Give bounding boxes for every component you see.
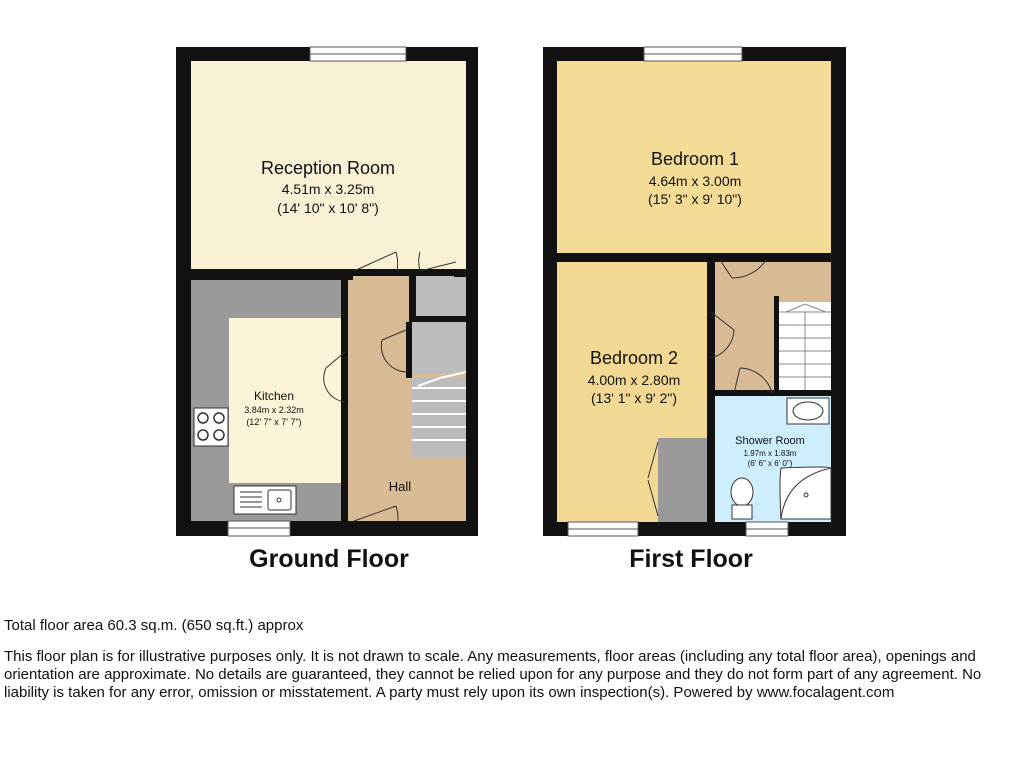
total-floor-area: Total floor area 60.3 sq.m. (650 sq.ft.) approx xyxy=(4,617,304,634)
ground-floor-label: Ground Floor xyxy=(249,545,409,573)
wall-stairs xyxy=(406,322,412,378)
wall-reception-kitchen xyxy=(191,269,353,280)
wall-bedroom1-bottom xyxy=(557,253,831,262)
wall-cupboard-bottom xyxy=(409,316,466,322)
reception-room-metric: 4.51m x 3.25m xyxy=(281,181,375,197)
wall-bedroom2-right xyxy=(707,253,715,526)
toilet-icon xyxy=(731,478,753,519)
disclaimer-text: This floor plan is for illustrative purposes only. It is not drawn to scale. Any measurements, floor areas (including any total floor area), openings and orientation are approximate. No details are guaranteed, they cannot be relied upon for any purpose and they do not form part of any agreement. No liability is taken for any error, omission or misstatement. A party must rely upon its own inspection(s). Powered by www.focalagent.com xyxy=(4,648,982,701)
ground-floor-plan xyxy=(176,47,478,573)
shower-room-name: Shower Room xyxy=(735,435,805,447)
reception-room-name: Reception Room xyxy=(260,158,396,178)
bedroom-2-wardrobe xyxy=(658,438,707,522)
bedroom-2-name: Bedroom 2 xyxy=(589,348,679,368)
hob-icon xyxy=(194,408,228,446)
shower-tray-icon xyxy=(780,467,831,519)
wall-stairs-first xyxy=(774,296,779,390)
wall-shower-top xyxy=(715,390,831,396)
wall-stub xyxy=(454,269,466,277)
landing-stair-area xyxy=(409,322,466,374)
wall-kitchen-hall xyxy=(341,270,348,526)
first-floor-label: First Floor xyxy=(629,545,753,573)
bedroom-2-imperial: (13' 1" x 9' 2") xyxy=(590,390,678,406)
kitchen-imperial: (12' 7" x 7' 7") xyxy=(246,417,302,427)
kitchen-metric: 3.84m x 2.32m xyxy=(244,405,304,415)
bedroom-1-name: Bedroom 1 xyxy=(650,149,740,169)
kitchen-name: Kitchen xyxy=(253,389,295,403)
reception-room-imperial: (14' 10" x 10' 8") xyxy=(277,200,379,216)
basin-icon xyxy=(787,398,829,424)
cupboard-floor xyxy=(416,276,466,316)
shower-room-metric: 1.97m x 1.83m xyxy=(743,449,797,458)
ground-stairs xyxy=(412,372,466,458)
wall-cupboard xyxy=(409,276,416,322)
hall-name: Hall xyxy=(388,479,412,494)
first-floor-plan xyxy=(543,47,846,573)
first-stairs xyxy=(779,302,831,390)
bedroom-1-imperial: (15' 3" x 9' 10") xyxy=(648,191,742,207)
sink-icon xyxy=(234,486,296,514)
bedroom-1-metric: 4.64m x 3.00m xyxy=(648,173,742,189)
shower-room-imperial: (6' 6" x 6' 0") xyxy=(747,459,793,468)
bedroom-2-metric: 4.00m x 2.80m xyxy=(587,372,681,388)
